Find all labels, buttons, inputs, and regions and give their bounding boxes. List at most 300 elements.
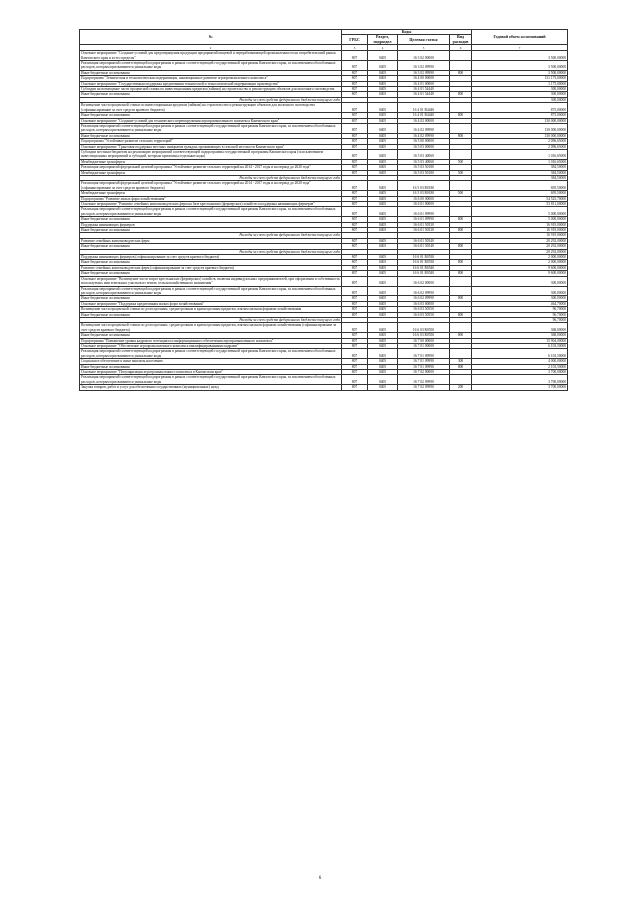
row-amount: 695,50000 bbox=[472, 181, 568, 191]
row-razdel: 0405 bbox=[368, 123, 398, 133]
row-expense-type bbox=[450, 123, 472, 133]
row-razdel: 0405 bbox=[368, 92, 398, 97]
row-razdel: 0405 bbox=[368, 144, 398, 149]
row-target-article: 16 6 01 R0530 bbox=[398, 255, 450, 260]
row-expense-type bbox=[450, 323, 472, 333]
row-grbs: 807 bbox=[342, 323, 368, 333]
row-amount: 3 500,00000 bbox=[472, 70, 568, 75]
row-razdel: 0405 bbox=[368, 165, 398, 170]
row-grbs: 807 bbox=[342, 144, 368, 149]
row-description: Возмещение части процентной ставки по долгосрочным, среднесрочным и краткосрочным кредитам, взятым малыми формами хозяйствования bbox=[80, 307, 342, 312]
row-razdel: 0405 bbox=[368, 76, 398, 81]
row-description: Иные бюджетные ассигнования bbox=[80, 312, 342, 317]
table-row bbox=[80, 103, 568, 113]
row-target-article: 16 3 02 09990 bbox=[398, 61, 450, 71]
row-razdel: 0405 bbox=[368, 265, 398, 270]
row-description: Расходы за счет средств федерального бюджета текущего года bbox=[80, 249, 342, 254]
row-grbs: 807 bbox=[342, 123, 368, 133]
row-amount: 300,00000 bbox=[472, 87, 568, 92]
table-row bbox=[80, 149, 568, 159]
row-grbs: 807 bbox=[342, 217, 368, 222]
table-row bbox=[80, 276, 568, 286]
row-grbs: 807 bbox=[342, 196, 368, 201]
row-expense-type bbox=[450, 276, 472, 286]
row-razdel: 0405 bbox=[368, 51, 398, 61]
row-description: Основное мероприятие "Популяризация агропромышленного комплекса в Камчатском крае" bbox=[80, 370, 342, 375]
header-row-1 bbox=[80, 30, 568, 35]
row-amount: 3 700,00000 bbox=[472, 370, 568, 375]
row-amount: 464,70000 bbox=[472, 301, 568, 306]
row-description: Основное мероприятие "Поддержка кредитования малых форм хозяйствования" bbox=[80, 301, 342, 306]
row-target-article: 16 5 03 40060 bbox=[398, 159, 450, 164]
row-amount: 20 292,00000 bbox=[472, 238, 568, 243]
row-description: Реализация мероприятий соответствующей подпрограммы в рамках соответствующей государственной программы Камчатского края, за исключением обособленных расходов, которым присваиваются уникальные коды bbox=[80, 207, 342, 217]
row-razdel: 0405 bbox=[368, 222, 398, 227]
row-grbs: 807 bbox=[342, 133, 368, 138]
row-expense-type bbox=[450, 103, 472, 113]
table-row bbox=[80, 349, 568, 359]
row-description: Расходы за счет средств федерального бюджета текущего года bbox=[80, 175, 342, 180]
row-description: Подпрограмма "Техническая и технологическая модернизация, инновационное развитие агропромышленного комплекса" bbox=[80, 76, 342, 81]
row-description: Развитие семейных животноводческих ферм bbox=[80, 238, 342, 243]
row-razdel: 0405 bbox=[368, 375, 398, 385]
row-target-article: 16 6 02 00000 bbox=[398, 276, 450, 286]
row-target-article: 16 7 00 00000 bbox=[398, 338, 450, 343]
row-amount: 54 525,70000 bbox=[472, 196, 568, 201]
row-expense-type: 200 bbox=[450, 385, 472, 390]
budget-table bbox=[79, 29, 568, 391]
row-description: Социальное обеспечение и иные выплаты населению bbox=[80, 359, 342, 364]
header-grbs: ГРБС bbox=[342, 35, 368, 45]
row-amount: 368,00000 bbox=[472, 333, 568, 338]
row-expense-type: 800 bbox=[450, 113, 472, 118]
row-description: Иные бюджетные ассигнования bbox=[80, 271, 342, 276]
row-target-article: 16 6 01 50530 bbox=[398, 228, 450, 233]
row-grbs: 807 bbox=[342, 191, 368, 196]
row-grbs: 807 bbox=[342, 159, 368, 164]
row-amount: 20 292,00000 bbox=[472, 249, 568, 254]
row-target-article: 16 3 02 09990 bbox=[398, 70, 450, 75]
row-description: Реализация мероприятий соответствующей подпрограммы в рамках соответствующей государственной программы Камчатского края, за исключением обособленных расходов, которым присваиваются уникальные коды bbox=[80, 61, 342, 71]
row-amount: 2 096,65000 bbox=[472, 139, 568, 144]
row-target-article: 16 6 01 09990 bbox=[398, 217, 450, 222]
row-target-article: 16 6 02 09990 bbox=[398, 296, 450, 301]
row-amount: 16 919,00000 bbox=[472, 228, 568, 233]
row-description: Межбюджетные трансферты bbox=[80, 170, 342, 175]
row-razdel: 0405 bbox=[368, 301, 398, 306]
row-grbs: 807 bbox=[342, 370, 368, 375]
row-description: Поддержка начинающих фермеров (софинансирование за счет средств краевого бюджета) bbox=[80, 255, 342, 260]
row-grbs: 807 bbox=[342, 113, 368, 118]
row-amount: 15 904,00000 bbox=[472, 338, 568, 343]
row-expense-type: 300 bbox=[450, 359, 472, 364]
row-razdel: 0405 bbox=[368, 286, 398, 296]
row-amount: 2 103,50000 bbox=[472, 364, 568, 369]
row-grbs: 807 bbox=[342, 228, 368, 233]
row-razdel: 0405 bbox=[368, 202, 398, 207]
row-amount: 6 103,50000 bbox=[472, 349, 568, 359]
row-target-article: 16 5 03 R0180 bbox=[398, 191, 450, 196]
row-expense-type: 500 bbox=[450, 159, 472, 164]
row-grbs: 807 bbox=[342, 76, 368, 81]
row-grbs: 807 bbox=[342, 296, 368, 301]
header-num: № bbox=[80, 30, 342, 45]
row-description: Основное мероприятие "Государственная поддержка кредитования технической и технологической модернизации производства" bbox=[80, 81, 342, 86]
row-grbs: 807 bbox=[342, 207, 368, 217]
row-grbs: 807 bbox=[342, 385, 368, 390]
col-number: 2 bbox=[80, 45, 342, 51]
row-razdel: 0405 bbox=[368, 271, 398, 276]
row-target-article: 16 4 01 54440 bbox=[398, 87, 450, 92]
row-razdel: 0405 bbox=[368, 244, 398, 249]
row-expense-type bbox=[450, 51, 472, 61]
row-expense-type bbox=[450, 181, 472, 191]
row-target-article: 16 7 01 00000 bbox=[398, 343, 450, 348]
row-grbs: 807 bbox=[342, 312, 368, 317]
row-description: Иные бюджетные ассигнования bbox=[80, 217, 342, 222]
row-razdel: 0405 bbox=[368, 333, 398, 338]
row-amount: 2 000,00000 bbox=[472, 260, 568, 265]
row-grbs: 807 bbox=[342, 333, 368, 338]
row-amount: 16 919,00000 bbox=[472, 233, 568, 238]
row-description: Основное мероприятие "Грантовая поддержка местных инициатив граждан, проживающих в сельской местности Камчатского края" bbox=[80, 144, 342, 149]
row-description: Реализация мероприятий соответствующей подпрограммы в рамках соответствующей государственной программы Камчатского края, за исключением обособленных расходов, которым присваиваются уникальные коды bbox=[80, 123, 342, 133]
row-grbs: 807 bbox=[342, 244, 368, 249]
row-target-article: 16 5 03 50180 bbox=[398, 165, 450, 170]
row-target-article: 16 5 03 40060 bbox=[398, 149, 450, 159]
row-target-article: 16 6 01 R0540 bbox=[398, 265, 450, 270]
row-amount: 300,00000 bbox=[472, 97, 568, 102]
row-description: Реализация мероприятий соответствующей подпрограммы в рамках соответствующей государственной программы Камчатского края, за исключением обособленных расходов, которым присваиваются уникальные коды bbox=[80, 286, 342, 296]
row-description: Иные бюджетные ассигнования bbox=[80, 70, 342, 75]
row-grbs: 807 bbox=[342, 255, 368, 260]
table-row bbox=[80, 323, 568, 333]
row-amount: 130 000,00000 bbox=[472, 123, 568, 133]
row-expense-type: 800 bbox=[450, 271, 472, 276]
row-description: Иные бюджетные ассигнования bbox=[80, 296, 342, 301]
row-razdel: 0405 bbox=[368, 338, 398, 343]
col-number: 3 bbox=[342, 45, 368, 51]
row-grbs: 807 bbox=[342, 165, 368, 170]
row-target-article: 16 4 01 00000 bbox=[398, 81, 450, 86]
row-grbs: 807 bbox=[342, 222, 368, 227]
table-row bbox=[80, 385, 568, 390]
row-razdel: 0405 bbox=[368, 260, 398, 265]
row-target-article: 16 6 01 50540 bbox=[398, 244, 450, 249]
row-amount: 300,00000 bbox=[472, 92, 568, 97]
row-razdel: 0405 bbox=[368, 364, 398, 369]
row-razdel: 0405 bbox=[368, 170, 398, 175]
row-amount: 695,50000 bbox=[472, 191, 568, 196]
row-description: Субсидии местным бюджетам на реализацию мероприятий соответствующей подпрограммы государственной программы Камчатского края (за исключением инвестиционных мероприятий и субсидий, которым присвоены отдельные коды) bbox=[80, 149, 342, 159]
row-amount: 300,00000 bbox=[472, 296, 568, 301]
header-csr: Целевая статья bbox=[398, 35, 450, 45]
page-number: 6 bbox=[318, 876, 322, 881]
row-expense-type: 800 bbox=[450, 312, 472, 317]
row-description: Реализация мероприятий соответствующей подпрограммы в рамках соответствующей государственной программы Камчатского края, за исключением обособленных расходов, которым присваиваются уникальные коды bbox=[80, 375, 342, 385]
row-description: Реализация мероприятий федеральной целевой программы "Устойчивое развитие сельских территорий на 2014 - 2017 годы и на период до 2020 года" (софинансирование за счет средств краевого бюджета) bbox=[80, 181, 342, 191]
row-razdel: 0405 bbox=[368, 217, 398, 222]
row-description: Основное мероприятие "Создание условий для технического перевооружения агропромышленного комплекса Камчатского края" bbox=[80, 118, 342, 123]
row-razdel: 0405 bbox=[368, 343, 398, 348]
row-target-article: 16 4 01 R4440 bbox=[398, 103, 450, 113]
row-amount: 875,00000 bbox=[472, 103, 568, 113]
row-target-article: 16 4 01 R4440 bbox=[398, 113, 450, 118]
row-expense-type: 800 bbox=[450, 244, 472, 249]
row-razdel: 0405 bbox=[368, 255, 398, 260]
row-razdel: 0405 bbox=[368, 307, 398, 312]
table-row bbox=[80, 375, 568, 385]
row-amount: 130 000,00000 bbox=[472, 118, 568, 123]
header-codes-group: Коды bbox=[342, 30, 472, 35]
row-amount: 20 292,00000 bbox=[472, 244, 568, 249]
row-amount: 1 175,00000 bbox=[472, 81, 568, 86]
row-expense-type bbox=[450, 349, 472, 359]
row-amount: 96,70000 bbox=[472, 307, 568, 312]
row-expense-type bbox=[450, 375, 472, 385]
row-grbs: 807 bbox=[342, 271, 368, 276]
row-description: Развитие семейных животноводческих ферм (софинансирование за счет средств краевого бюджета) bbox=[80, 265, 342, 270]
row-razdel: 0405 bbox=[368, 139, 398, 144]
row-target-article: 16 4 01 54440 bbox=[398, 92, 450, 97]
row-amount: 5 000,00000 bbox=[472, 217, 568, 222]
row-amount: 3 700,00000 bbox=[472, 375, 568, 385]
row-razdel: 0405 bbox=[368, 359, 398, 364]
row-razdel: 0405 bbox=[368, 61, 398, 71]
row-amount: 2 096,65000 bbox=[472, 144, 568, 149]
col-number: 5 bbox=[398, 45, 450, 51]
row-expense-type bbox=[450, 149, 472, 159]
row-grbs: 807 bbox=[342, 139, 368, 144]
row-target-article: 16 4 02 00000 bbox=[398, 118, 450, 123]
row-amount: 130 000,00000 bbox=[472, 133, 568, 138]
row-target-article: 16 7 02 09990 bbox=[398, 385, 450, 390]
row-expense-type: 800 bbox=[450, 92, 472, 97]
row-amount: 300,00000 bbox=[472, 286, 568, 296]
row-grbs: 807 bbox=[342, 260, 368, 265]
row-razdel: 0405 bbox=[368, 370, 398, 375]
row-amount: 300,00000 bbox=[472, 276, 568, 286]
row-grbs: 807 bbox=[342, 307, 368, 312]
row-target-article: 16 7 02 09990 bbox=[398, 375, 450, 385]
row-description: Расходы за счет средств федерального бюджета текущего года bbox=[80, 233, 342, 238]
row-description: Иные бюджетные ассигнования bbox=[80, 260, 342, 265]
row-amount: 131 175,00000 bbox=[472, 76, 568, 81]
row-target-article: 16 4 02 09990 bbox=[398, 123, 450, 133]
row-description: Возмещение части процентной ставки по долгосрочным, среднесрочным и краткосрочным кредитам, взятым малыми формами хозяйствования (софинансирование за счет средств краевого бюджета) bbox=[80, 323, 342, 333]
row-target-article: 16 6 03 50550 bbox=[398, 307, 450, 312]
row-grbs: 807 bbox=[342, 51, 368, 61]
row-grbs: 807 bbox=[342, 364, 368, 369]
row-expense-type: 800 bbox=[450, 260, 472, 265]
row-grbs: 807 bbox=[342, 202, 368, 207]
row-expense-type: 800 bbox=[450, 228, 472, 233]
row-description: Межбюджетные трансферты bbox=[80, 191, 342, 196]
row-description: Иные бюджетные ассигнования bbox=[80, 333, 342, 338]
row-target-article: 16 6 03 R0550 bbox=[398, 333, 450, 338]
row-description: Закупка товаров, работ и услуг для обеспечения государственных (муниципальных) нужд bbox=[80, 385, 342, 390]
row-description: Иные бюджетные ассигнования bbox=[80, 133, 342, 138]
row-razdel: 0405 bbox=[368, 323, 398, 333]
row-target-article: 16 6 01 00000 bbox=[398, 202, 450, 207]
row-grbs: 807 bbox=[342, 338, 368, 343]
row-amount: 875,00000 bbox=[472, 113, 568, 118]
row-razdel: 0405 bbox=[368, 196, 398, 201]
row-amount: 4 000,00000 bbox=[472, 359, 568, 364]
row-grbs: 807 bbox=[342, 87, 368, 92]
row-description: Реализация мероприятий соответствующей подпрограммы в рамках соответствующей государственной программы Камчатского края, за исключением обособленных расходов, которым присваиваются уникальные коды bbox=[80, 349, 342, 359]
row-razdel: 0405 bbox=[368, 81, 398, 86]
row-description: Иные бюджетные ассигнования bbox=[80, 244, 342, 249]
row-grbs: 807 bbox=[342, 265, 368, 270]
row-description: Иные бюджетные ассигнования bbox=[80, 92, 342, 97]
row-amount: 96,70000 bbox=[472, 312, 568, 317]
row-description: Возмещение части процентной ставки по инвестиционным кредитам (займам) на строительство и реконструкцию объектов для молочного скотоводства (софинансирование за счет средств краевого бюджета) bbox=[80, 103, 342, 113]
row-razdel: 0405 bbox=[368, 228, 398, 233]
row-description: Подпрограмма "Устойчивое развитие сельских территорий" bbox=[80, 139, 342, 144]
row-target-article: 16 3 02 00000 bbox=[398, 51, 450, 61]
row-target-article: 16 6 01 R0530 bbox=[398, 260, 450, 265]
table-row bbox=[80, 51, 568, 61]
row-description: Межбюджетные трансферты bbox=[80, 159, 342, 164]
header-vr: Вид расходов bbox=[450, 35, 472, 45]
row-target-article: 16 6 01 09990 bbox=[398, 207, 450, 217]
row-expense-type: 800 bbox=[450, 70, 472, 75]
row-expense-type: 800 bbox=[450, 133, 472, 138]
row-description: Иные бюджетные ассигнования bbox=[80, 113, 342, 118]
row-grbs: 807 bbox=[342, 181, 368, 191]
row-description: Основное мероприятие "Обеспечение агропромышленного комплекса квалифицированными кадрами" bbox=[80, 343, 342, 348]
row-razdel: 0405 bbox=[368, 133, 398, 138]
row-razdel: 0405 bbox=[368, 113, 398, 118]
row-description: Основное мероприятие "Возмещение части затрат крестьянских (фермерских) хозяйств, включая индивидуальных предпринимателей, при оформлении в собственность используемых ими земельных участков из земель сельскохозяйственного назначения" bbox=[81, 276, 340, 286]
row-grbs: 807 bbox=[342, 70, 368, 75]
row-target-article: 16 7 02 00000 bbox=[398, 370, 450, 375]
row-grbs: 807 bbox=[342, 238, 368, 243]
row-razdel: 0405 bbox=[368, 87, 398, 92]
row-description: Иные бюджетные ассигнования bbox=[80, 364, 342, 369]
row-expense-type: 800 bbox=[450, 333, 472, 338]
row-amount: 1 016,65000 bbox=[472, 149, 568, 159]
row-amount: 3 500,00000 bbox=[472, 51, 568, 61]
row-razdel: 0405 bbox=[368, 238, 398, 243]
row-grbs: 807 bbox=[342, 103, 368, 113]
row-razdel: 0405 bbox=[368, 149, 398, 159]
row-expense-type: 800 bbox=[450, 217, 472, 222]
row-expense-type: 800 bbox=[450, 364, 472, 369]
col-number: 4 bbox=[368, 45, 398, 51]
row-description: Основное мероприятие "Развитие семейных животноводческих ферм на базе крестьянских (фермерских) хозяйств и поддержка начинающих фермеров" bbox=[80, 202, 342, 207]
col-number: 6 bbox=[450, 45, 472, 51]
row-target-article: 16 7 01 09990 bbox=[398, 364, 450, 369]
row-razdel: 0405 bbox=[368, 296, 398, 301]
row-target-article: 16 6 03 00000 bbox=[398, 301, 450, 306]
row-razdel: 0405 bbox=[368, 312, 398, 317]
row-amount: 96,70000 bbox=[472, 317, 568, 322]
row-grbs: 807 bbox=[342, 149, 368, 159]
row-expense-type: 500 bbox=[450, 170, 472, 175]
row-amount: 384,50000 bbox=[472, 170, 568, 175]
row-grbs: 807 bbox=[342, 286, 368, 296]
row-razdel: 0405 bbox=[368, 276, 398, 286]
row-grbs: 807 bbox=[342, 349, 368, 359]
row-razdel: 0405 bbox=[368, 70, 398, 75]
row-target-article: 16 7 01 09990 bbox=[398, 349, 450, 359]
col-number: 7 bbox=[472, 45, 568, 51]
row-target-article: 16 4 02 09990 bbox=[398, 133, 450, 138]
row-grbs: 807 bbox=[342, 61, 368, 71]
row-description: Расходы за счет средств федерального бюджета текущего года bbox=[80, 317, 342, 322]
row-razdel: 0405 bbox=[368, 118, 398, 123]
row-grbs: 807 bbox=[342, 170, 368, 175]
row-razdel: 0405 bbox=[368, 159, 398, 164]
row-razdel: 0405 bbox=[368, 207, 398, 217]
row-grbs: 807 bbox=[342, 92, 368, 97]
row-target-article: 16 6 01 50540 bbox=[398, 238, 450, 243]
row-expense-type bbox=[450, 207, 472, 217]
row-razdel: 0405 bbox=[368, 191, 398, 196]
row-amount: 1 016,65000 bbox=[472, 159, 568, 164]
row-amount: 368,00000 bbox=[472, 323, 568, 333]
row-razdel: 0405 bbox=[368, 349, 398, 359]
row-expense-type bbox=[450, 286, 472, 296]
row-amount: 53 811,00000 bbox=[472, 202, 568, 207]
row-description: Подпрограмма "Повышение уровня кадрового потенциала и информационного обеспечения агропромышленного комплекса" bbox=[80, 338, 342, 343]
row-amount: 384,50000 bbox=[472, 165, 568, 170]
row-target-article: 16 5 03 00000 bbox=[398, 144, 450, 149]
row-description: Основное мероприятие "Создание условий для предотвращения продукции предприятий пищевой и перерабатывающей промышленности на потребительский рынок Камчатского края и за его пределы" bbox=[80, 51, 342, 61]
header-volume: Годовой объем ассигнований bbox=[472, 30, 568, 45]
row-description: Реализация мероприятий федеральной целевой программы "Устойчивое развитие сельских территорий на 2014 - 2017 годы и на период до 2020 года" bbox=[80, 165, 342, 170]
row-target-article: 16 5 03 50180 bbox=[398, 170, 450, 175]
table-body bbox=[80, 51, 568, 390]
row-description: Субсидии на возмещение части процентной ставки по инвестиционным кредитам (займам) на строительство и реконструкцию объектов для молочного скотоводства bbox=[80, 87, 342, 92]
row-grbs: 807 bbox=[342, 343, 368, 348]
table-row bbox=[80, 61, 568, 71]
table-row bbox=[80, 286, 568, 296]
row-amount: 5 000,00000 bbox=[472, 207, 568, 217]
row-target-article: 16 6 03 50550 bbox=[398, 312, 450, 317]
row-target-article: 16 4 00 00000 bbox=[398, 76, 450, 81]
row-target-article: 16 6 01 R0540 bbox=[398, 271, 450, 276]
row-razdel: 0405 bbox=[368, 103, 398, 113]
row-grbs: 807 bbox=[342, 81, 368, 86]
row-target-article: 16 5 00 00000 bbox=[398, 139, 450, 144]
row-amount: 3 700,00000 bbox=[472, 385, 568, 390]
row-amount: 9 600,00000 bbox=[472, 271, 568, 276]
row-razdel: 0405 bbox=[368, 385, 398, 390]
table-row bbox=[80, 123, 568, 133]
row-target-article: 16 6 01 50530 bbox=[398, 222, 450, 227]
row-expense-type: 800 bbox=[450, 296, 472, 301]
row-grbs: 807 bbox=[342, 359, 368, 364]
row-target-article: 16 6 00 00000 bbox=[398, 196, 450, 201]
row-amount: 2 000,00000 bbox=[472, 255, 568, 260]
row-description: Иные бюджетные ассигнования bbox=[80, 228, 342, 233]
row-expense-type bbox=[450, 61, 472, 71]
row-expense-type: 500 bbox=[450, 191, 472, 196]
row-target-article: 16 7 01 09990 bbox=[398, 359, 450, 364]
row-grbs: 807 bbox=[342, 276, 368, 286]
header-razdel: Раздел, подраздел bbox=[368, 35, 398, 45]
row-amount: 384,50000 bbox=[472, 175, 568, 180]
row-grbs: 807 bbox=[342, 118, 368, 123]
row-amount: 16 919,00000 bbox=[472, 222, 568, 227]
table-row bbox=[80, 207, 568, 217]
row-description: Поддержка начинающих фермеров bbox=[80, 222, 342, 227]
row-amount: 3 500,00000 bbox=[472, 61, 568, 71]
row-razdel: 0405 bbox=[368, 181, 398, 191]
